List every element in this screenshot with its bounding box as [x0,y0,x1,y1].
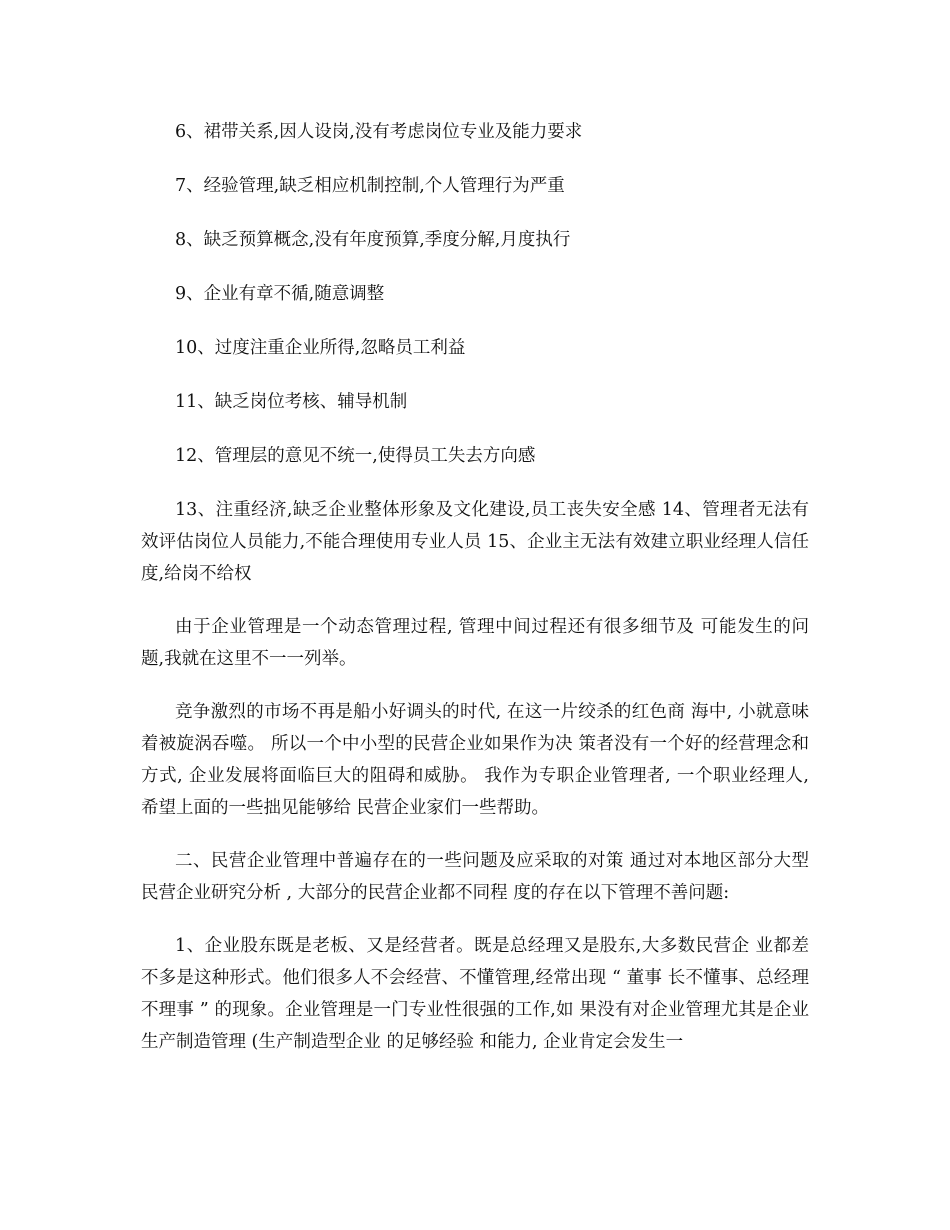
paragraph-dynamic-management: 由于企业管理是一个动态管理过程, 管理中间过程还有很多细节及 可能发生的问题,我就在这里不一一列举。 [141,617,809,669]
paragraph-market-competition: 竞争激烈的市场不再是船小好调头的时代, 在这一片绞杀的红色商 海中, 小就意味着被旋涡吞噬。 所以一个中小型的民营企业如果作为决 策者没有一个好的经营理念和方式, 企业发展将面临巨大的阻碍和威胁。 我作为专职企业管理者, 一个职业经理人, 希望上面的一些拙见能够给 民营企业家们一些帮助。 [141,702,809,818]
list-item: 8、缺乏预算概念,没有年度预算,季度分解,月度执行 [175,230,571,250]
list-item: 10、过度注重企业所得,忽略员工利益 [175,338,466,358]
list-item: 11、缺乏岗位考核、辅导机制 [175,392,408,412]
paragraph-management-issues-13-15: 13、注重经济,缺乏企业整体形象及文化建设,员工丧失安全感 14、管理者无法有效评估岗位人员能力,不能合理使用专业人员 15、企业主无法有效建立职业经理人信任度,给岗不给权 [141,500,809,584]
paragraph-shareholder-issue: 1、企业股东既是老板、又是经营者。既是总经理又是股东,大多数民营企 业都差不多是这种形式。他们很多人不会经营、不懂管理,经常出现 “ 董事 长不懂事、总经理不理事 ” 的现象。企业管理是一门专业性很强的工作,如 果没有对企业管理尤其是企业生产制造管理 (生产制造型企业 的足够经验 和能力, 企业肯定会发生一 [141,936,809,1052]
list-item: 9、企业有章不循,随意调整 [175,284,385,304]
list-item: 7、经验管理,缺乏相应机制控制,个人管理行为严重 [175,176,565,196]
document-body [141,116,809,1058]
list-item: 6、裙带关系,因人设岗,没有考虑岗位专业及能力要求 [175,122,583,142]
paragraph-section-two-heading: 二、民营企业管理中普遍存在的一些问题及应采取的对策 通过对本地区部分大型民营企业研究分析 , 大部分的民营企业都不同程 度的存在以下管理不善问题: [141,851,809,903]
list-item: 12、管理层的意见不统一,使得员工失去方向感 [175,446,536,466]
